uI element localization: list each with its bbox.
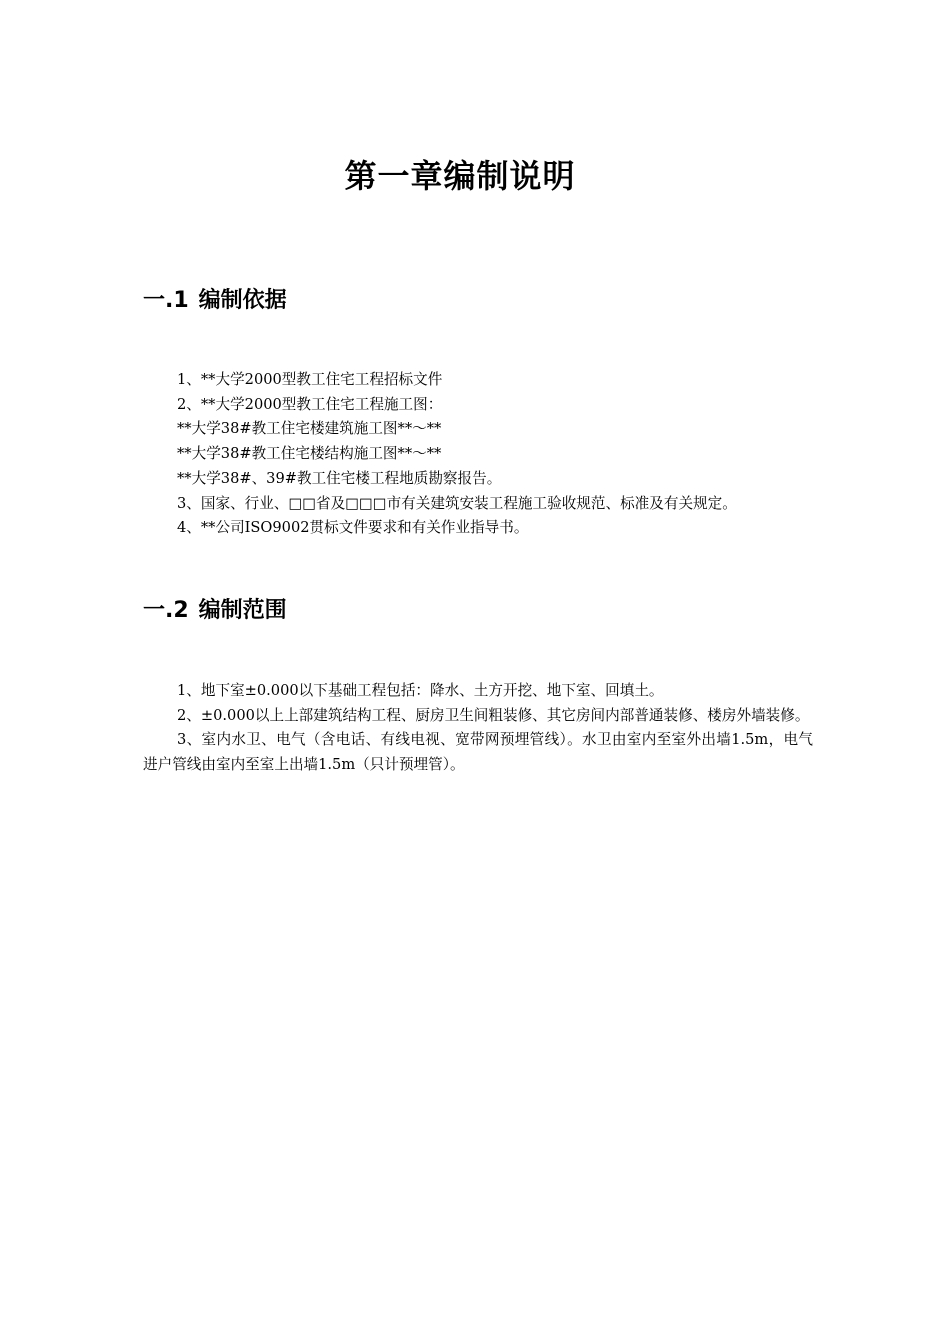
list-item: 4、**公司ISO9002贯标文件要求和有关作业指导书。	[177, 519, 529, 537]
list-item: 3、室内水卫、电气（含电话、有线电视、宽带网预埋管线）。水卫由室内至室外出墙1.5m，电气进户管线由室内至室上出墙1.5m（只计预埋管）。	[143, 731, 813, 774]
section-number: 一.2	[143, 598, 189, 623]
section-heading-basis	[143, 284, 287, 318]
list-item: **大学38#教工住宅楼结构施工图**～**	[177, 445, 442, 463]
list-item: 2、**大学2000型教工住宅工程施工图：	[177, 395, 443, 413]
list-item: **大学38#教工住宅楼建筑施工图**～**	[177, 420, 442, 438]
list-item: 1、地下室±0.000以下基础工程包括：降水、土方开挖、地下室、回填土。	[177, 682, 664, 699]
scope-list	[143, 679, 813, 778]
section-heading-scope	[143, 594, 287, 628]
list-item: **大学38#、39#教工住宅楼工程地质勘察报告。	[177, 469, 502, 487]
section-number: 一.1	[143, 288, 189, 313]
list-item: 1、**大学2000型教工住宅工程招标文件	[177, 371, 443, 388]
basis-list	[143, 368, 813, 541]
list-item: 3、国家、行业、□□省及□□□市有关建筑安装工程施工验收规范、标准及有关规定。	[177, 494, 737, 512]
section-title: 编制范围	[198, 598, 287, 623]
section-title: 编制依据	[198, 288, 287, 313]
chapter-title: 第一章编制说明	[344, 157, 576, 195]
list-item: 2、±0.000以上上部建筑结构工程、厨房卫生间粗装修、其它房间内部普通装修、楼房外墙装修。	[177, 706, 810, 724]
